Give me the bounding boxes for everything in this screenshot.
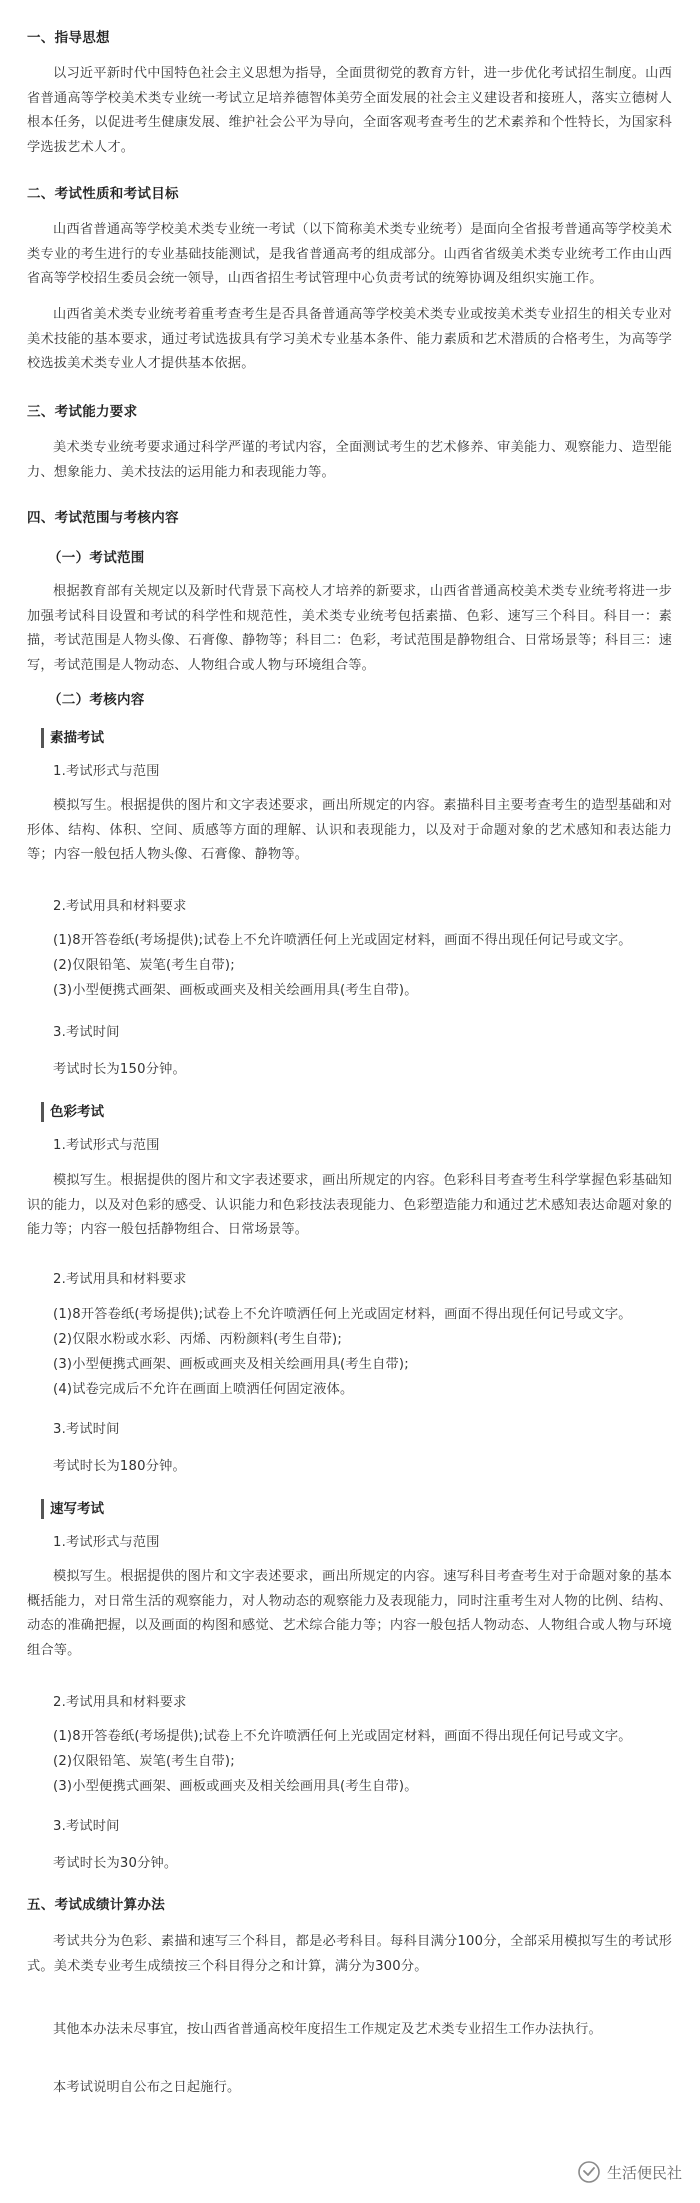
list-item: (4)试卷完成后不允许在画面上喷洒任何固定液体。 (53, 1382, 354, 1397)
paragraph: 根据教育部有关规定以及新时代背景下高校人才培养的新要求，山西省普通高校美术类专业统考将进一步加强考试科目设置和考试的科学性和规范性，美术类专业统考包括素描、色彩、速写三个科目。科目一：素描，考试范围是人物头像、石膏像、静物等；科目二：色彩，考试范围是静物组合、日常场景等；科目三：速写，考试范围是人物动态、人物组合或人物与环境组合等。 (27, 584, 672, 673)
paragraph: 考试共分为色彩、素描和速写三个科目，都是必考科目。每科目满分100分，全部采用模拟写生的考试形式。美术类专业考生成绩按三个科目得分之和计算，满分为300分。 (27, 1934, 672, 1974)
paragraph: 山西省普通高等学校美术类专业统一考试（以下简称美术类专业统考）是面向全省报考普通高等学校美术类专业的考生进行的专业基础技能测试，是我省普通高考的组成部分。山西省省级美术类专业统考工作由山西省高等学校招生委员会统一领导，山西省招生考试管理中心负责考试的统筹协调及组织实施工作。 (27, 222, 672, 286)
item-title: 1.考试形式与范围 (53, 1138, 160, 1153)
account-name: 生活便民社 (606, 2163, 682, 2182)
list-item: (3)小型便携式画架、画板或画夹及相关绘画用具(考生自带)。 (53, 983, 418, 998)
item-title: 2.考试用具和材料要求 (53, 1272, 187, 1287)
list-item: (2)仅限水粉或水彩、丙烯、丙粉颜料(考生自带); (53, 1332, 342, 1347)
section-heading: 五、考试成绩计算办法 (27, 1897, 165, 1913)
exam-heading-sketch: 素描考试 (41, 728, 695, 748)
item-title: 3.考试时间 (53, 1819, 120, 1834)
exam-heading-speed: 速写考试 (41, 1499, 695, 1519)
account-watermark[interactable] (577, 2160, 682, 2184)
section-heading: 三、考试能力要求 (27, 404, 138, 420)
section-heading: 二、考试性质和考试目标 (27, 186, 179, 202)
subsection-heading: （一）考试范围 (48, 550, 145, 566)
list-item: (2)仅限铅笔、炭笔(考生自带); (53, 958, 235, 973)
paragraph: 以习近平新时代中国特色社会主义思想为指导，全面贯彻党的教育方针，进一步优化考试招生制度。山西省普通高等学校美术类专业统一考试立足培养德智体美劳全面发展的社会主义建设者和接班人，落实立德树人根本任务，以促进考生健康发展、维护社会公平为导向，全面客观考查考生的艺术素养和个性特长，为国家科学选拔艺术人才。 (27, 66, 672, 155)
paragraph: 模拟写生。根据提供的图片和文字表述要求，画出所规定的内容。色彩科目考查考生科学掌握色彩基础知识的能力，以及对色彩的感受、认识能力和色彩技法表现能力、色彩塑造能力和通过艺术感知表达命题对象的能力等；内容一般包括静物组合、日常场景等。 (27, 1173, 672, 1237)
list-item: (1)8开答卷纸(考场提供);试卷上不允许喷洒任何上光或固定材料，画面不得出现任何记号或文字。 (53, 1307, 632, 1322)
paragraph: 考试时长为180分钟。 (53, 1459, 186, 1474)
list-item: (1)8开答卷纸(考场提供);试卷上不允许喷洒任何上光或固定材料，画面不得出现任何记号或文字。 (53, 933, 632, 948)
item-title: 1.考试形式与范围 (53, 1535, 160, 1550)
item-title: 3.考试时间 (53, 1422, 120, 1437)
subsection-heading: （二）考核内容 (48, 692, 145, 708)
paragraph: 模拟写生。根据提供的图片和文字表述要求，画出所规定的内容。素描科目主要考查考生的造型基础和对形体、结构、体积、空间、质感等方面的理解、认识和表现能力，以及对于命题对象的艺术感知和表达能力等；内容一般包括人物头像、石膏像、静物等。 (27, 798, 672, 862)
list-item: (2)仅限铅笔、炭笔(考生自带); (53, 1754, 235, 1769)
paragraph: 美术类专业统考要求通过科学严谨的考试内容，全面测试考生的艺术修养、审美能力、观察能力、造型能力、想象能力、美术技法的运用能力和表现能力等。 (27, 440, 672, 480)
list-item: (3)小型便携式画架、画板或画夹及相关绘画用具(考生自带)。 (53, 1779, 418, 1794)
section-heading: 一、指导思想 (27, 30, 110, 46)
item-title: 2.考试用具和材料要求 (53, 1695, 187, 1710)
paragraph: 考试时长为150分钟。 (53, 1062, 186, 1077)
item-title: 2.考试用具和材料要求 (53, 899, 187, 914)
paragraph: 考试时长为30分钟。 (53, 1856, 178, 1871)
wechat-channel-icon (577, 2160, 601, 2184)
paragraph: 其他本办法未尽事宜，按山西省普通高校年度招生工作规定及艺术类专业招生工作办法执行。 (53, 2022, 602, 2037)
item-title: 1.考试形式与范围 (53, 764, 160, 779)
section-heading: 四、考试范围与考核内容 (27, 510, 179, 526)
list-item: (3)小型便携式画架、画板或画夹及相关绘画用具(考生自带); (53, 1357, 409, 1372)
paragraph: 山西省美术类专业统考着重考查考生是否具备普通高等学校美术类专业或按美术类专业招生的相关专业对美术技能的基本要求，通过考试选拔具有学习美术专业基本条件、能力素质和艺术潜质的合格考生，为高等学校选拔美术类专业人才提供基本依据。 (27, 307, 672, 371)
paragraph: 本考试说明自公布之日起施行。 (53, 2080, 241, 2095)
item-title: 3.考试时间 (53, 1025, 120, 1040)
list-item: (1)8开答卷纸(考场提供);试卷上不允许喷洒任何上光或固定材料，画面不得出现任何记号或文字。 (53, 1729, 632, 1744)
paragraph: 模拟写生。根据提供的图片和文字表述要求，画出所规定的内容。速写科目考查考生对于命题对象的基本概括能力，对日常生活的观察能力，对人物动态的观察能力及表现能力，同时注重考生对人物的比例、结构、动态的准确把握，以及画面的构图和感觉、艺术综合能力等；内容一般包括人物动态、人物组合或人物与环境组合等。 (27, 1569, 672, 1658)
exam-heading-color: 色彩考试 (41, 1102, 695, 1122)
